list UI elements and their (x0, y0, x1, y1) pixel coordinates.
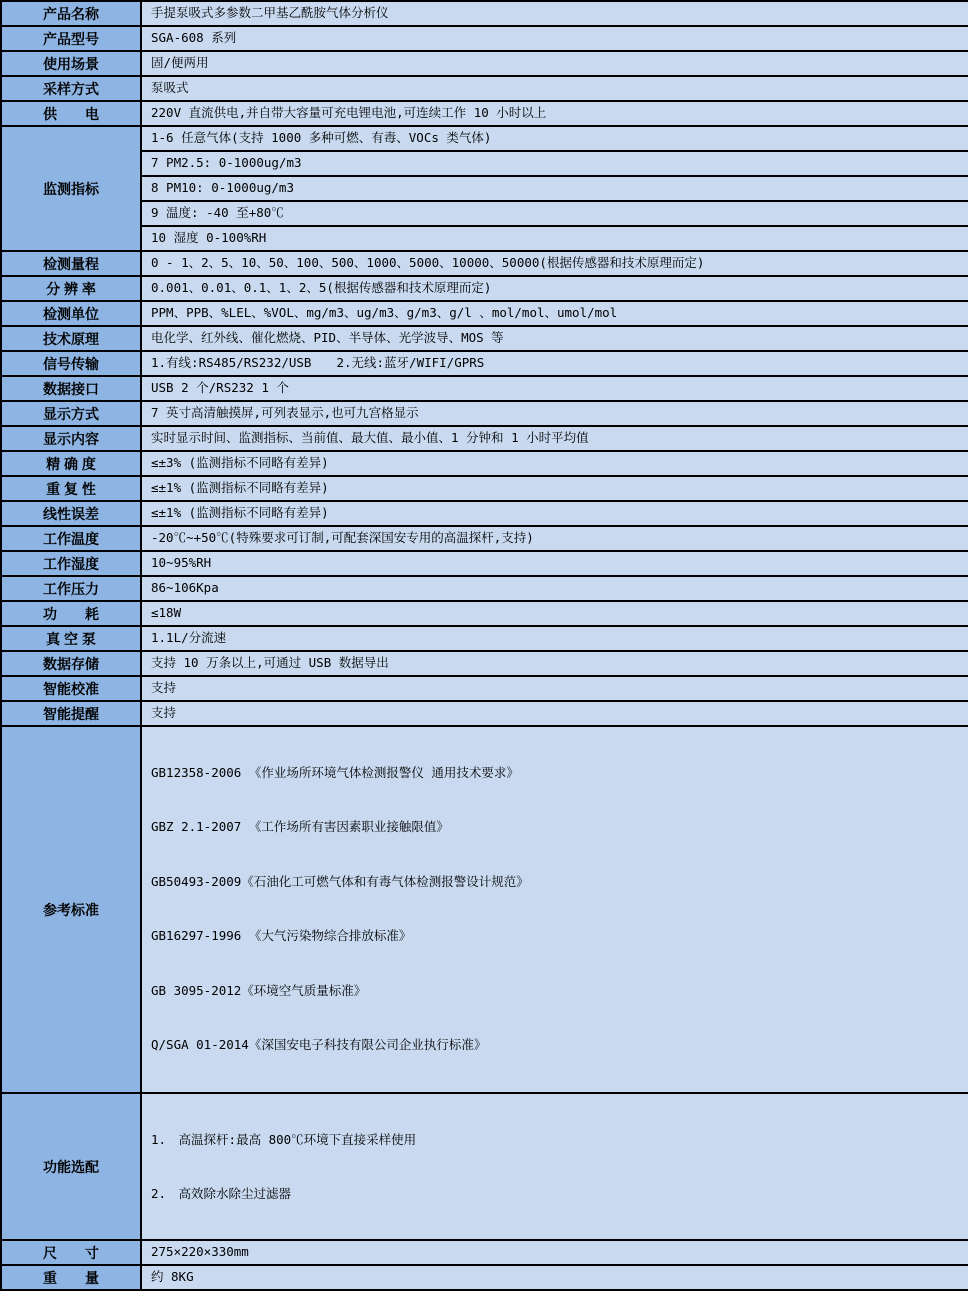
spec-row-usage-scenario (1, 51, 968, 76)
label-sampling-method: 采样方式 (1, 76, 141, 101)
value-detection-unit: PPM、PPB、%LEL、%VOL、mg/m3、ug/m3、g/m3、g/l 、mol/mol、umol/mol (141, 301, 968, 326)
reference-standard-line: GB50493-2009《石油化工可燃气体和有毒气体检测报警设计规范》 (151, 873, 529, 889)
spec-row-display-mode (1, 401, 968, 426)
label-data-storage: 数据存储 (1, 651, 141, 676)
value-vacuum-pump: 1.1L/分流速 (141, 626, 968, 651)
value-working-temperature: -20℃~+50℃(特殊要求可订制,可配套深国安专用的高温探杆,支持) (141, 526, 968, 551)
value-product-name: 手提泵吸式多参数二甲基乙酰胺气体分析仪 (141, 1, 968, 26)
value-power-supply: 220V 直流供电,并自带大容量可充电锂电池,可连续工作 10 小时以上 (141, 101, 968, 126)
label-detection-range: 检测量程 (1, 251, 141, 276)
reference-standard-line: GB12358-2006 《作业场所环境气体检测报警仪 通用技术要求》 (151, 764, 519, 780)
label-accuracy: 精 确 度 (1, 451, 141, 476)
value-product-model: SGA-608 系列 (141, 26, 968, 51)
spec-row-data-interface (1, 376, 968, 401)
value-display-mode: 7 英寸高清触摸屏,可列表显示,也可九宫格显示 (141, 401, 968, 426)
spec-row-linearity-error (1, 501, 968, 526)
spec-row-detection-unit (1, 301, 968, 326)
spec-row-display-content (1, 426, 968, 451)
label-smart-reminder: 智能提醒 (1, 701, 141, 726)
label-resolution: 分 辨 率 (1, 276, 141, 301)
value-technical-principle: 电化学、红外线、催化燃烧、PID、半导体、光学波导、MOS 等 (141, 326, 968, 351)
value-resolution: 0.001、0.01、0.1、1、2、5(根据传感器和技术原理而定) (141, 276, 968, 301)
value-smart-calibration: 支持 (141, 676, 968, 701)
spec-row-sampling-method (1, 76, 968, 101)
label-smart-calibration: 智能校准 (1, 676, 141, 701)
spec-row-reference-standards (1, 726, 968, 1093)
value-dimensions: 275×220×330mm (141, 1240, 968, 1265)
value-reference-standards (141, 726, 968, 1093)
spec-row-resolution (1, 276, 968, 301)
label-linearity-error: 线性误差 (1, 501, 141, 526)
label-display-mode: 显示方式 (1, 401, 141, 426)
spec-row-product-model (1, 26, 968, 51)
value-power-consumption: ≤18W (141, 601, 968, 626)
spec-row-repeatability (1, 476, 968, 501)
label-repeatability: 重 复 性 (1, 476, 141, 501)
value-data-interface: USB 2 个/RS232 1 个 (141, 376, 968, 401)
spec-row-optional-features (1, 1093, 968, 1240)
optional-feature-line: 1. 高温探杆:最高 800℃环境下直接采样使用 (151, 1131, 417, 1147)
label-reference-standards: 参考标准 (1, 726, 141, 1093)
reference-standard-line: GB 3095-2012《环境空气质量标准》 (151, 982, 367, 998)
value-linearity-error: ≤±1% (监测指标不同略有差异) (141, 501, 968, 526)
spec-row-working-temperature (1, 526, 968, 551)
value-monitoring-humidity: 10 湿度 0-100%RH (141, 226, 968, 251)
reference-standard-line: GBZ 2.1-2007 《工作场所有害因素职业接触限值》 (151, 819, 449, 835)
spec-row-accuracy (1, 451, 968, 476)
spec-row-vacuum-pump (1, 626, 968, 651)
value-detection-range: 0 - 1、2、5、10、50、100、500、1000、5000、10000、50000(根据传感器和技术原理而定) (141, 251, 968, 276)
value-optional-features (141, 1093, 968, 1240)
spec-row-signal-transmission (1, 351, 968, 376)
spec-row-working-humidity (1, 551, 968, 576)
spec-row-power-consumption (1, 601, 968, 626)
label-product-model: 产品型号 (1, 26, 141, 51)
label-usage-scenario: 使用场景 (1, 51, 141, 76)
spec-row-monitoring-5 (1, 226, 968, 251)
label-display-content: 显示内容 (1, 426, 141, 451)
value-monitoring-pm10: 8 PM10: 0-1000ug/m3 (141, 176, 968, 201)
spec-row-monitoring-3 (1, 176, 968, 201)
value-accuracy: ≤±3% (监测指标不同略有差异) (141, 451, 968, 476)
reference-standard-line: GB16297-1996 《大气污染物综合排放标准》 (151, 928, 412, 944)
spec-row-smart-calibration (1, 676, 968, 701)
optional-feature-line: 2. 高效除水除尘过滤器 (151, 1185, 292, 1201)
spec-row-monitoring-1 (1, 126, 968, 151)
value-sampling-method: 泵吸式 (141, 76, 968, 101)
value-monitoring-temperature: 9 温度: -40 至+80℃ (141, 201, 968, 226)
label-data-interface: 数据接口 (1, 376, 141, 401)
spec-row-power-supply (1, 101, 968, 126)
label-monitoring-indicators: 监测指标 (1, 126, 141, 251)
label-power-supply: 供 电 (1, 101, 141, 126)
spec-row-working-pressure (1, 576, 968, 601)
spec-row-weight (1, 1265, 968, 1290)
label-vacuum-pump: 真 空 泵 (1, 626, 141, 651)
spec-row-monitoring-4 (1, 201, 968, 226)
value-smart-reminder: 支持 (141, 701, 968, 726)
label-product-name: 产品名称 (1, 1, 141, 26)
label-power-consumption: 功 耗 (1, 601, 141, 626)
label-dimensions: 尺 寸 (1, 1240, 141, 1265)
label-working-temperature: 工作温度 (1, 526, 141, 551)
value-repeatability: ≤±1% (监测指标不同略有差异) (141, 476, 968, 501)
label-weight: 重 量 (1, 1265, 141, 1290)
spec-row-detection-range (1, 251, 968, 276)
value-weight: 约 8KG (141, 1265, 968, 1290)
label-detection-unit: 检测单位 (1, 301, 141, 326)
value-monitoring-pm25: 7 PM2.5: 0-1000ug/m3 (141, 151, 968, 176)
value-monitoring-gas-1-6: 1-6 任意气体(支持 1000 多种可燃、有毒、VOCs 类气体) (141, 126, 968, 151)
spec-row-dimensions (1, 1240, 968, 1265)
spec-row-data-storage (1, 651, 968, 676)
value-working-pressure: 86~106Kpa (141, 576, 968, 601)
value-usage-scenario: 固/便两用 (141, 51, 968, 76)
spec-row-monitoring-2 (1, 151, 968, 176)
spec-row-technical-principle (1, 326, 968, 351)
label-signal-transmission: 信号传输 (1, 351, 141, 376)
reference-standard-line: Q/SGA 01-2014《深国安电子科技有限公司企业执行标准》 (151, 1037, 487, 1053)
label-optional-features: 功能选配 (1, 1093, 141, 1240)
value-working-humidity: 10~95%RH (141, 551, 968, 576)
value-display-content: 实时显示时间、监测指标、当前值、最大值、最小值、1 分钟和 1 小时平均值 (141, 426, 968, 451)
label-working-humidity: 工作湿度 (1, 551, 141, 576)
value-data-storage: 支持 10 万条以上,可通过 USB 数据导出 (141, 651, 968, 676)
value-signal-transmission: 1.有线:RS485/RS232/USB 2.无线:蓝牙/WIFI/GPRS (141, 351, 968, 376)
label-technical-principle: 技术原理 (1, 326, 141, 351)
label-working-pressure: 工作压力 (1, 576, 141, 601)
spec-row-product-name (1, 1, 968, 26)
spec-row-smart-reminder (1, 701, 968, 726)
